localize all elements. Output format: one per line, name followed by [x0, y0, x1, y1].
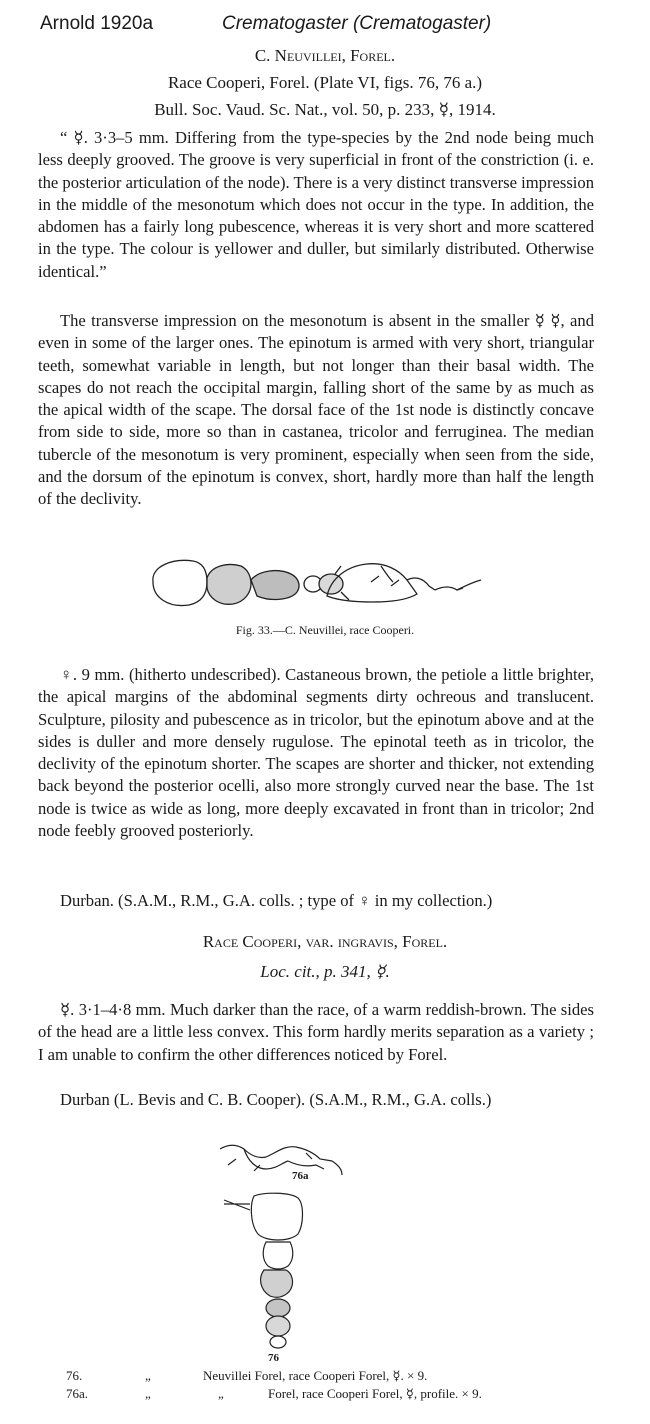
- paragraph-variety-description: ☿. 3·1–4·8 mm. Much darker than the race, of a warm reddish-brown. The sides of the head are a little less convex. This form hardly merits separation as a variety ; I am unable to confirm the other differences noticed by Forel.: [38, 1000, 594, 1064]
- plate-row-76-number: 76.: [66, 1368, 83, 1383]
- species-title: C. Neuvillei, Forel.: [254, 46, 396, 65]
- figure-33-caption: Fig. 33.—C. Neuvillei, race Cooperi.: [235, 623, 415, 637]
- race-line: Race Cooperi, Forel. (Plate VI, figs. 76, 76 a.): [167, 73, 483, 92]
- plate-row-76-description: Neuvillei Forel, race Cooperi Forel, ☿. × 9.: [203, 1368, 428, 1383]
- plate-row-76a-description: Forel, race Cooperi Forel, ☿, profile. × 9.: [268, 1386, 482, 1401]
- plate-figure-76-dorsal: [210, 1190, 330, 1350]
- plate-row-76a-ditto-2: „: [218, 1386, 224, 1401]
- paragraph-variety-locality: Durban (L. Bevis and C. B. Cooper). (S.A.M., R.M., G.A. colls.): [60, 1090, 492, 1109]
- plate-row-76a-number: 76a.: [66, 1386, 89, 1401]
- paragraph-locality: Durban. (S.A.M., R.M., G.A. colls. ; type of ♀ in my collection.): [60, 891, 493, 910]
- taxon-header: Crematogaster (Crematogaster): [222, 13, 492, 34]
- citation-header: Arnold 1920a: [40, 13, 154, 34]
- plate-label-76: 76: [268, 1352, 279, 1364]
- plate-row-76a-ditto: „: [145, 1386, 151, 1401]
- paragraph-worker-description: “ ☿. 3·3–5 mm. Differing from the type-species by the 2nd node being much less deeply grooved. The groove is very superficial in front of the constriction (i. e. the posterior articulation of the node). There is a very distinct transverse impression in the middle of the mesonotum which does not occur in the type. In addition, the abdomen has a fairly long pubescence, whereas it is very short and more scattered in the type. The colour is yellower and duller, but similarly distributed. Otherwise identical.”: [38, 128, 594, 281]
- variety-reference: Loc. cit., p. 341, ☿.: [260, 962, 390, 981]
- paragraph-notes: The transverse impression on the mesonotum is absent in the smaller ☿ ☿, and even in some of the larger ones. The epinotum is armed with very short, triangular teeth, somewhat variable in length, but not longer than their basal width. The scapes do not reach the occipital margin, falling short of the same by as much as the apical width of the scape. The dorsal face of the 1st node is distinctly concave from side to side, more so than in castanea, tricolor and ferruginea. The median tubercle of the mesonotum is very prominent, especially when seen from the side, and the dorsum of the epinotum is convex, short, hardly more than half the length of the declivity.: [38, 311, 594, 509]
- plate-label-76a: 76a: [292, 1170, 309, 1182]
- figure-33-drawing: [145, 552, 490, 614]
- variety-title: Race Cooperi, var. ingravis, Forel.: [202, 932, 448, 951]
- reference-line: Bull. Soc. Vaud. Sc. Nat., vol. 50, p. 233, ☿, 1914.: [154, 100, 496, 119]
- paragraph-female-description: ♀. 9 mm. (hitherto undescribed). Castaneous brown, the petiole a little brighter, the apical margins of the abdominal segments dirty ochreous and translucent. Sculpture, pilosity and pubescence as in tricolor, but the epinotum above and at the sides is duller and more densely rugulose. The epinotal teeth as in tricolor, the declivity of the epinotum shorter. The scapes are shorter and thicker, not extending back beyond the posterior ocelli, also more strongly curved near the base. The 1st node is twice as wide as long, more deeply excavated in front than in tricolor; 2nd node feebly grooved posteriorly.: [38, 665, 594, 841]
- plate-figure-76a-profile: [214, 1135, 354, 1185]
- plate-row-76-ditto: „: [145, 1368, 151, 1383]
